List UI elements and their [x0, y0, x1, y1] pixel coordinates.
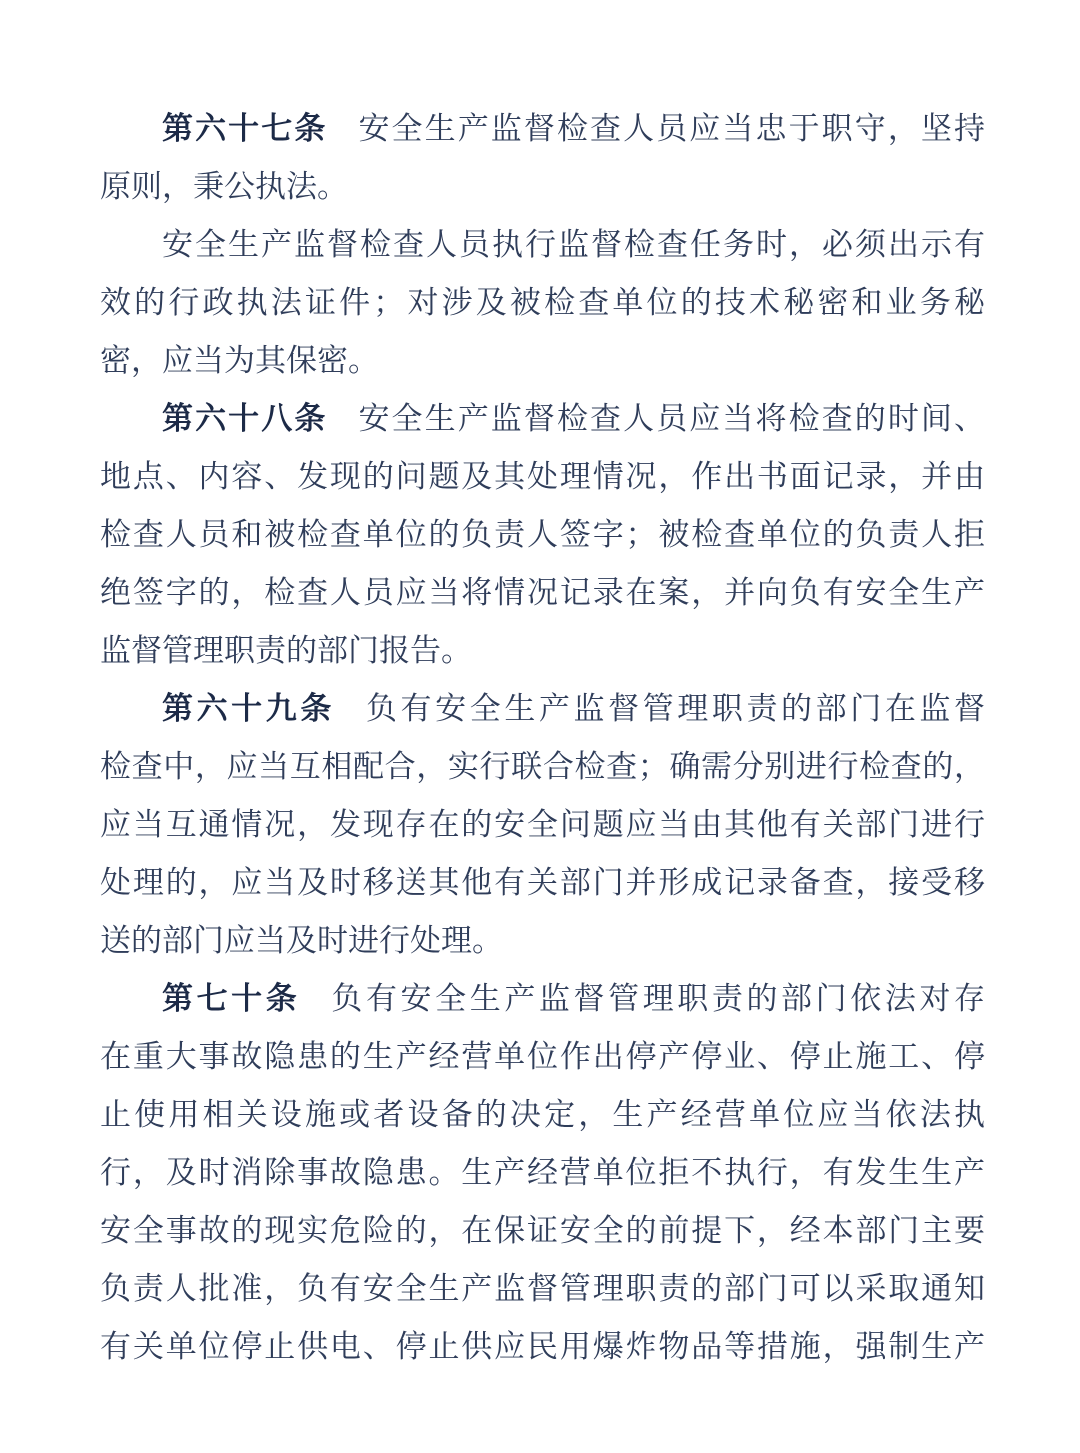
text-line: [100, 1028, 985, 1086]
line-text: 检查中，应当互相配合，实行联合检查；确需分别进行检查的，: [100, 749, 985, 784]
text-line: [100, 1086, 985, 1144]
text-line: [100, 390, 985, 448]
line-text: 密，应当为其保密。: [100, 343, 379, 378]
text-line: [100, 332, 985, 390]
line-text: 在重大事故隐患的生产经营单位作出停产停业、停止施工、停: [100, 1039, 985, 1074]
text-line: [100, 1144, 985, 1202]
text-line: [100, 622, 985, 680]
text-line: [100, 796, 985, 854]
text-line: [100, 912, 985, 970]
article-number: 第六十九条: [162, 691, 335, 726]
line-text: 地点、内容、发现的问题及其处理情况，作出书面记录，并由: [100, 459, 985, 494]
line-text: 绝签字的，检查人员应当将情况记录在案，并向负有安全生产: [100, 575, 985, 610]
line-text: 负责人批准，负有安全生产监督管理职责的部门可以采取通知: [100, 1271, 985, 1306]
line-text: 止使用相关设施或者设备的决定，生产经营单位应当依法执: [100, 1097, 985, 1132]
text-line: [100, 100, 985, 158]
line-text: 应当互通情况，发现存在的安全问题应当由其他有关部门进行: [100, 807, 985, 842]
text-line: [100, 854, 985, 912]
text-line: [100, 216, 985, 274]
line-text: 安全事故的现实危险的，在保证安全的前提下，经本部门主要: [100, 1213, 985, 1248]
article-number: 第六十七条: [162, 111, 328, 146]
text-line: [100, 1260, 985, 1318]
line-text: 监督管理职责的部门报告。: [100, 633, 472, 668]
text-line: [100, 738, 985, 796]
text-line: [100, 158, 985, 216]
line-text: 原则，秉公执法。: [100, 169, 348, 204]
article-number: 第七十条: [162, 981, 301, 1016]
line-text: 负有安全生产监督管理职责的部门在监督: [365, 691, 986, 726]
text-line: [100, 564, 985, 622]
line-text: 安全生产监督检查人员应当将检查的时间、: [358, 401, 986, 436]
line-text: 行，及时消除事故隐患。生产经营单位拒不执行，有发生生产: [100, 1155, 985, 1190]
text-line: [100, 274, 985, 332]
text-block: [100, 100, 985, 1376]
text-line: [100, 506, 985, 564]
text-line: [100, 1202, 985, 1260]
line-text: 检查人员和被检查单位的负责人签字；被检查单位的负责人拒: [100, 517, 985, 552]
text-line: [100, 970, 985, 1028]
line-text: 有关单位停止供电、停止供应民用爆炸物品等措施，强制生产: [100, 1329, 985, 1364]
text-line: [100, 448, 985, 506]
line-text: 送的部门应当及时进行处理。: [100, 923, 503, 958]
article-number: 第六十八条: [162, 401, 328, 436]
text-line: [100, 1318, 985, 1376]
line-text: 效的行政执法证件；对涉及被检查单位的技术秘密和业务秘: [100, 285, 985, 320]
line-text: 负有安全生产监督管理职责的部门依法对存: [331, 981, 986, 1016]
line-text: 安全生产监督检查人员应当忠于职守，坚持: [358, 111, 986, 146]
line-text: 安全生产监督检查人员执行监督检查任务时，必须出示有: [162, 227, 985, 262]
text-line: [100, 680, 985, 738]
line-text: 处理的，应当及时移送其他有关部门并形成记录备查，接受移: [100, 865, 985, 900]
